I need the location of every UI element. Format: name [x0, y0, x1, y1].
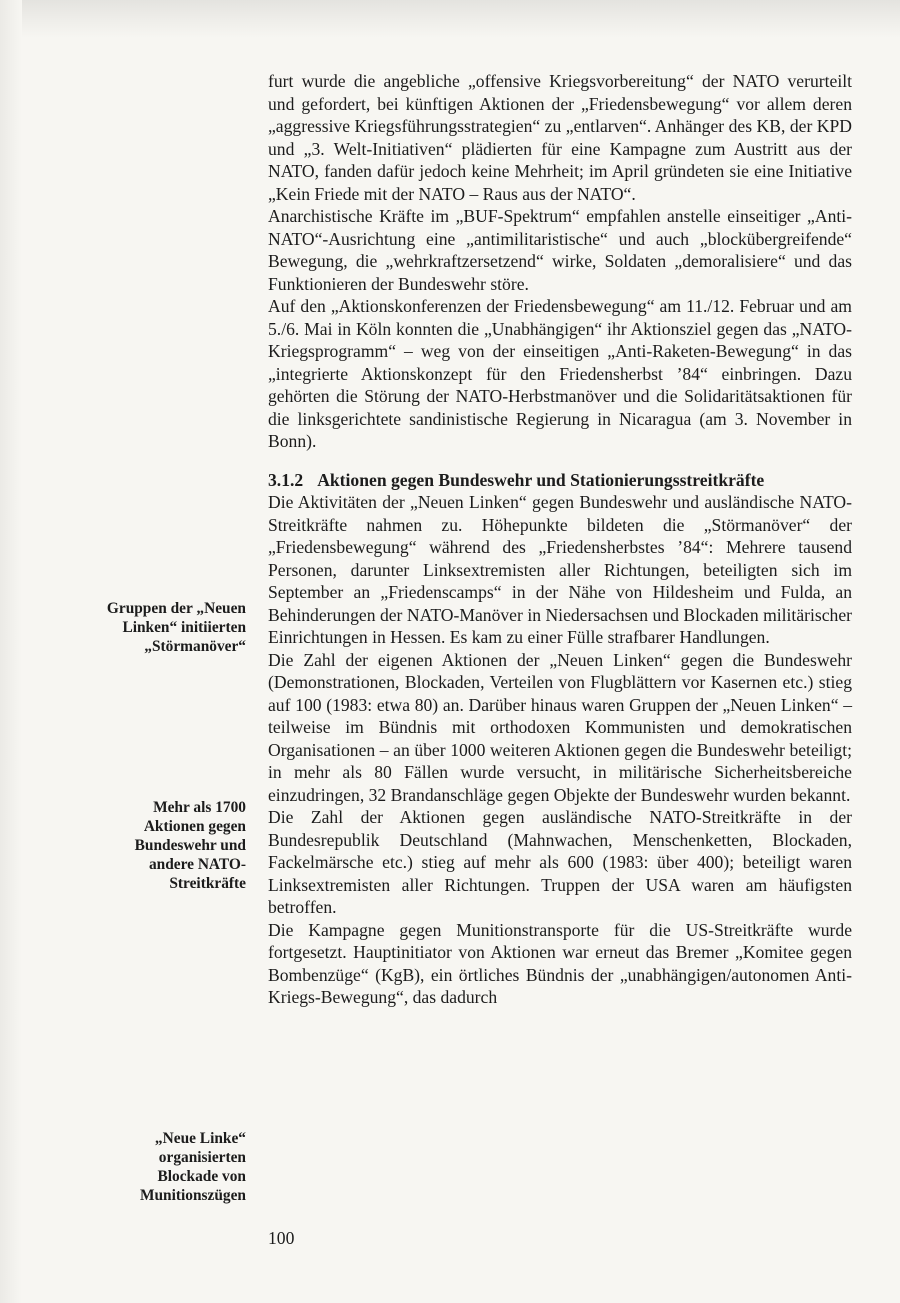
margin-note: „Neue Linke“ organisierten Blockade von Munitionszügen [139, 1130, 246, 1204]
paragraph: furt wurde die angebliche „offensive Kriegsvorbereitung“ der NATO verurteilt und gefordert, bei künftigen Aktionen der „Friedensbewegung“ vor allem deren „aggressive Kriegsführungsstrategien“ zu „entlarven“. Anhänger des KB, der KPD und „3. Welt-Initiativen“ plädierten für eine Kampagne zum Austritt aus der NATO, fanden dafür jedoch keine Mehrheit; im April gründeten sie eine Initiative „Kein Friede mit der NATO – Raus aus der NATO“. [268, 71, 852, 204]
paragraph: Die Zahl der Aktionen gegen ausländische NATO-Streitkräfte in der Bundesrepublik Deutschland (Mahnwachen, Menschenketten, Blockaden, Fackelmärsche etc.) stieg auf mehr als 600 (1983: über 400); beteiligt waren Linksextremisten aller Richtungen. Truppen der USA waren am häufigsten betroffen. [268, 807, 852, 917]
margin-note: Gruppen der „Neuen Linken“ initiierten „Störmanöver“ [106, 600, 246, 655]
scan-shadow-top [0, 0, 900, 38]
paragraph: Anarchistische Kräfte im „BUF-Spektrum“ empfahlen anstelle einseitiger „Anti-NATO“-Ausrichtung eine „antimilitaristische“ und auch „blockübergreifende“ Bewegung, die „wehrkraftzersetzend“ wirke, Soldaten „demoralisiere“ und das Funktionieren der Bundeswehr störe. [268, 206, 852, 294]
scan-shadow-left [0, 0, 22, 1303]
paragraph: Die Kampagne gegen Munitionstransporte für die US-Streitkräfte wurde fortgesetzt. Hauptinitiator von Aktionen war erneut das Bremer „Komitee gegen Bombenzüge“ (KgB), ein örtliches Bündnis der „unabhängigen/autonomen Anti-Kriegs-Bewegung“, das dadurch [268, 919, 852, 1007]
paragraph: Die Zahl der eigenen Aktionen der „Neuen Linken“ gegen die Bundeswehr (Demonstrationen, Blockaden, Verteilen von Flugblättern vor Kasernen etc.) stieg auf 100 (1983: etwa 80) an. Darüber hinaus waren Gruppen der „Neuen Linken“ – teilweise im Bündnis mit orthodoxen Kommunisten und demokratischen Organisationen – an über 1000 weiteren Aktionen gegen die Bundeswehr beteiligt; in mehr als 80 Fällen wurde versucht, in militärische Sicherheitsbereiche einzudringen, 32 Brandanschläge gegen Objekte der Bundeswehr wurden bekannt. [268, 649, 852, 805]
margin-note: Mehr als 1700 Aktionen gegen Bundeswehr und andere NATO-Streitkräfte [134, 799, 246, 892]
paragraph: Die Aktivitäten der „Neuen Linken“ gegen Bundeswehr und ausländische NATO-Streitkräfte nahmen zu. Höhepunkte bildeten die „Störmanöver“ der „Friedensbewegung“ während des „Friedensherbstes ’84“: Mehrere tausend Personen, darunter Linksextremisten aller Richtungen, beteiligten sich im September an „Friedenscamps“ in der Nähe von Hildesheim und Fulda, an Behinderungen der NATO-Manöver in Niedersachsen und Blockaden militärischer Einrichtungen in Hessen. Es kam zu einer Fülle strafbarer Handlungen. [268, 492, 852, 647]
section-number: 3.1.2 [268, 469, 304, 490]
main-text-column [268, 70, 852, 1009]
page-number: 100 [268, 1228, 295, 1248]
section-title: Aktionen gegen Bundeswehr und Stationierungsstreitkräfte [317, 469, 765, 490]
paragraph: Auf den „Aktionskonferenzen der Friedensbewegung“ am 11./12. Februar und am 5./6. Mai in Köln konnten die „Unabhängigen“ ihr Aktionsziel gegen das „NATO-Kriegsprogramm“ – weg von der einseitigen „Anti-Raketen-Bewegung“ in das „integrierte Aktionskonzept für den Friedensherbst ’84“ einbringen. Dazu gehörten die Störung der NATO-Herbstmanöver und die Solidaritätsaktionen für die linksgerichtete sandinistische Regierung in Nicaragua (am 3. November in Bonn). [268, 296, 852, 451]
section-heading [268, 469, 852, 492]
